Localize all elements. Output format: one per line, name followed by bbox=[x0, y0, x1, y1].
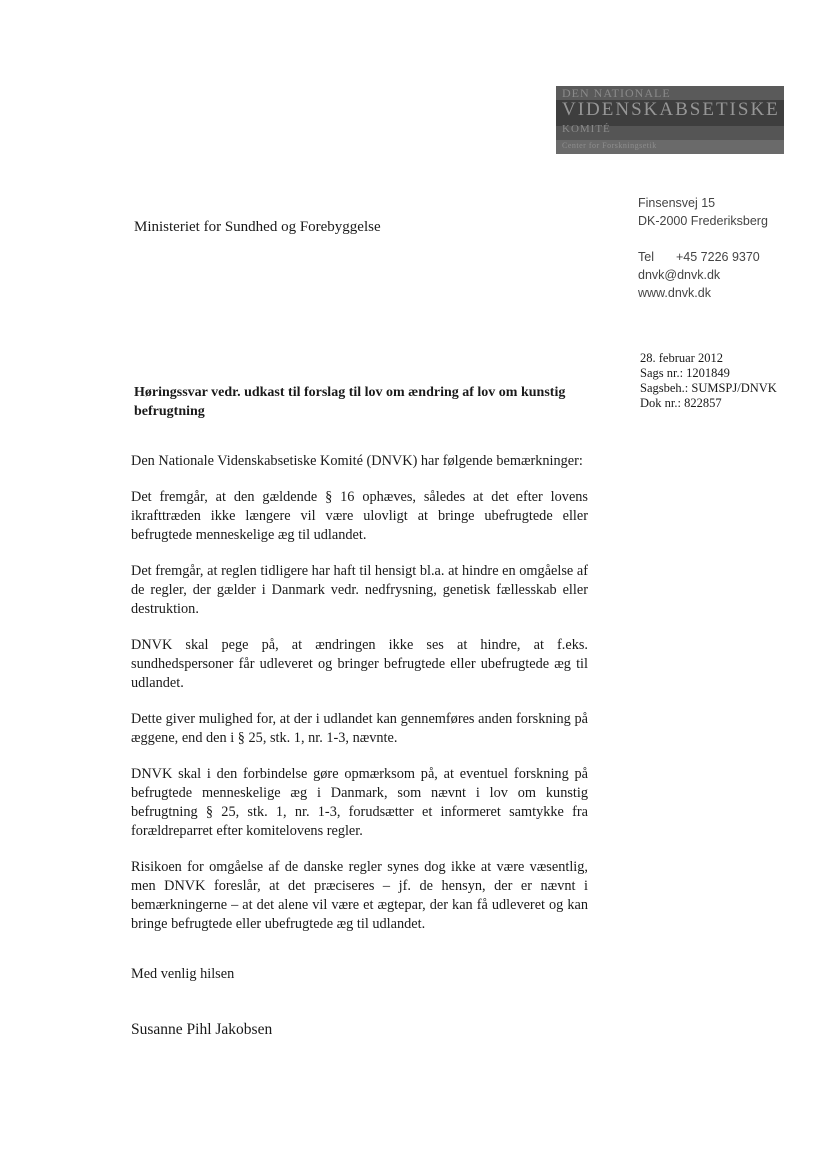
case-number: Sags nr.: 1201849 bbox=[640, 366, 730, 380]
case-metadata bbox=[640, 351, 777, 411]
body-paragraph: Det fremgår, at den gældende § 16 ophæves, således at det efter lovens ikrafttræden ikke længere vil være ulovligt at bringe ubefrugtede eller befrugtede menneskelige æg til udlandet. bbox=[131, 489, 588, 543]
body-paragraph: DNVK skal pege på, at ændringen ikke ses at hindre, at f.eks. sundhedspersoner får udleveret og bringer befrugtede eller ubefrugtede æg til udlandet. bbox=[131, 637, 588, 691]
body-paragraph: Det fremgår, at reglen tidligere har haft til hensigt bl.a. at hindre en omgåelse af de regler, der gælder i Danmark vedr. nedfrysning, genetisk fællesskab eller destruktion. bbox=[131, 563, 588, 617]
address-line: Finsensvej 15 bbox=[638, 196, 716, 210]
body-paragraph: Risikoen for omgåelse af de danske regler synes dog ikke at være væsentlig, men DNVK foreslår, at det præciseres – jf. de hensyn, der er nævnt i bemærkningerne – at det alene vil være et ægtepar, der kan få udleveret og kan bringe befrugtede eller ubefrugtede æg til udlandet. bbox=[131, 859, 588, 932]
letterhead-logo bbox=[556, 86, 784, 154]
subject-heading: Høringssvar vedr. udkast til forslag til lov om ændring af lov om kunstig befrugtning bbox=[134, 385, 566, 419]
signature-name: Susanne Pihl Jakobsen bbox=[131, 1021, 273, 1038]
body-paragraph: Dette giver mulighed for, at der i udlandet kan gennemføres anden forskning på æggene, end den i § 25, stk. 1, nr. 1-3, nævnte. bbox=[131, 711, 588, 746]
case-handler: Sagsbeh.: SUMSPJ/DNVK bbox=[640, 381, 777, 395]
address-line: DK-2000 Frederiksberg bbox=[638, 214, 768, 228]
document-number: Dok nr.: 822857 bbox=[640, 396, 722, 410]
logo-line: VIDENSKABSETISKE bbox=[562, 99, 780, 120]
logo-line: KOMITÉ bbox=[562, 123, 611, 135]
recipient: Ministeriet for Sundhed og Forebyggelse bbox=[134, 219, 381, 235]
email-address: dnvk@dnvk.dk bbox=[638, 268, 721, 282]
logo-line: DEN NATIONALE bbox=[562, 86, 671, 100]
letter-date: 28. februar 2012 bbox=[640, 351, 723, 365]
logo-line: Center for Forskningsetik bbox=[562, 141, 657, 150]
contact-block bbox=[638, 194, 768, 302]
body-paragraph: Den Nationale Videnskabsetiske Komité (DNVK) har følgende bemærkninger: bbox=[131, 453, 583, 469]
telephone-number: +45 7226 9370 bbox=[675, 250, 760, 264]
telephone-line bbox=[638, 248, 768, 266]
closing-salutation: Med venlig hilsen bbox=[131, 966, 235, 982]
letter-body bbox=[131, 452, 588, 951]
telephone-label: Tel bbox=[638, 250, 654, 264]
website-address: www.dnvk.dk bbox=[638, 286, 711, 300]
body-paragraph: DNVK skal i den forbindelse gøre opmærksom på, at eventuel forskning på befrugtede menneskelige æg i Danmark, som nævnt i lov om kunstig befrugtning § 25, stk. 1, nr. 1-3, forudsætter et informeret samtykke fra forældreparret efter komitelovens regler. bbox=[131, 766, 588, 839]
